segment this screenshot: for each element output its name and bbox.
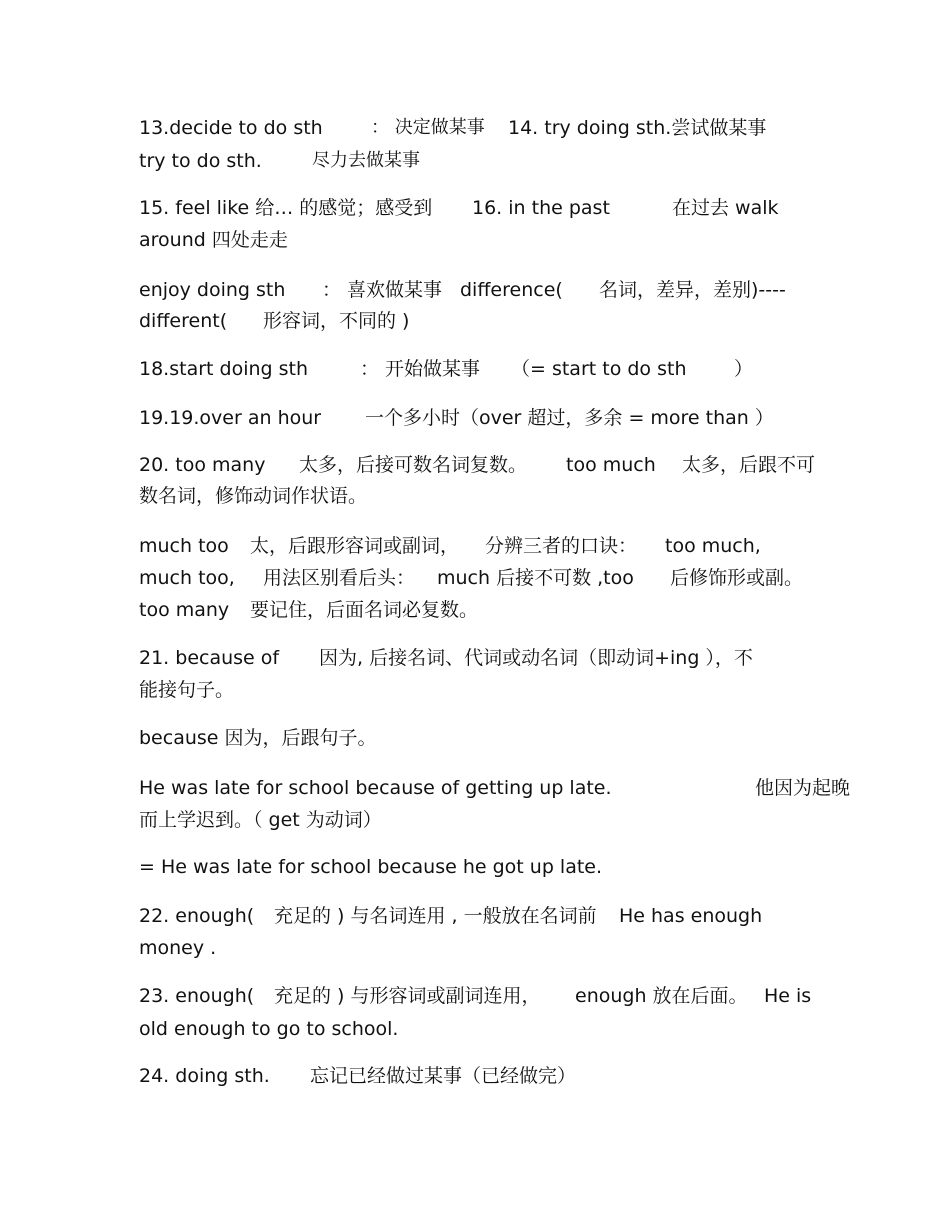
text-segment: 因为, 后接名词、代词或动名词（即动词+ing ），不 [319,647,753,669]
text-segment: 18.start doing sth [139,358,309,380]
text-segment: 23. enough( [139,985,255,1007]
text-line [139,485,367,507]
text-segment: enjoy doing sth [139,279,286,301]
text-segment: too much, [665,535,761,557]
text-segment: 充足的 ) 与名词连用 , 一般放在名词前 [274,905,597,927]
text-segment: 分辨三者的口诀： [485,535,638,557]
text-line [139,679,234,701]
text-segment: much too [139,535,229,557]
text-line [139,358,754,380]
text-line [139,279,786,301]
text-segment: ） [734,358,754,380]
text-segment: because 因为，后跟句子。 [139,727,377,749]
text-segment: 用法区别看后头： [263,567,416,589]
text-segment: 太多，后跟不可 [682,454,816,476]
text-segment: 太多，后接可数名词复数。 [299,454,528,476]
text-segment: 充足的 ) 与形容词或副词连用， [274,985,541,1007]
text-line [139,150,420,172]
text-segment: 名词，差异，差别)---- [599,279,786,301]
text-line [139,809,382,831]
text-segment: 15. feel like 给… 的感觉；感受到 [139,197,433,219]
text-line [139,117,767,139]
text-line [139,727,377,749]
text-line [139,310,410,332]
text-segment: ： 开始做某事 [360,358,481,380]
text-line [139,937,216,959]
text-segment: old enough to go to school. [139,1018,399,1040]
text-segment: 后修饰形或副。 [670,567,804,589]
text-line [139,985,812,1007]
text-line [139,647,753,669]
text-line [139,535,761,557]
text-line [139,777,851,799]
text-segment: difference( [460,279,563,301]
text-segment: too much [566,454,656,476]
text-segment: 21. because of [139,647,280,669]
text-segment: around 四处走走 [139,229,288,251]
text-segment: different( [139,310,228,332]
text-segment: much 后接不可数 ,too [437,567,634,589]
text-segment: 忘记已经做过某事（已经做完） [310,1065,577,1087]
text-segment: 数名词，修饰动词作状语。 [139,485,368,507]
text-segment: 他因为起晚 [755,777,851,799]
text-line [139,856,602,878]
text-segment: 而上学迟到。（ get 为动词） [139,809,382,831]
text-line [139,1018,398,1040]
text-segment: 20. too many [139,454,266,476]
text-segment: try to do sth. [139,150,262,172]
text-line [139,1065,577,1087]
text-line [139,197,779,219]
text-segment: too many [139,599,230,621]
text-line [139,599,479,621]
text-segment: 一个多小时（over 超过，多余 = more than ） [365,407,774,429]
text-segment: = He was late for school because he got up late. [139,856,603,878]
text-segment: （= start to do sth [511,358,687,380]
text-segment: 能接句子。 [139,679,235,701]
text-segment: 14. try doing sth.尝试做某事 [508,117,767,139]
text-segment: ： 决定做某事 [371,117,485,138]
text-line [139,905,763,927]
text-segment: He is [764,985,812,1007]
text-segment: 24. doing sth. [139,1065,270,1087]
text-segment: 22. enough( [139,905,255,927]
text-segment: money . [139,937,217,959]
text-segment: 13.decide to do sth [139,117,323,139]
text-line [139,454,816,476]
text-segment: much too, [139,567,235,589]
text-segment: 尽力去做某事 [312,150,420,171]
text-segment: 19.19.over an hour [139,407,322,429]
text-segment: He was late for school because of getting up late. [139,777,612,799]
text-line [139,407,774,429]
text-segment: 16. in the past [472,197,610,219]
text-segment: 在过去 walk [672,197,779,219]
text-segment: 形容词，不同的 ) [263,310,410,332]
text-segment: 太，后跟形容词或副词， [250,535,460,557]
text-line [139,229,288,251]
text-segment: He has enough [619,905,763,927]
text-segment: 要记住，后面名词必复数。 [250,599,479,621]
text-segment: ： 喜欢做某事 [322,279,443,301]
text-segment: enough 放在后面。 [575,985,748,1007]
text-line [139,567,804,589]
